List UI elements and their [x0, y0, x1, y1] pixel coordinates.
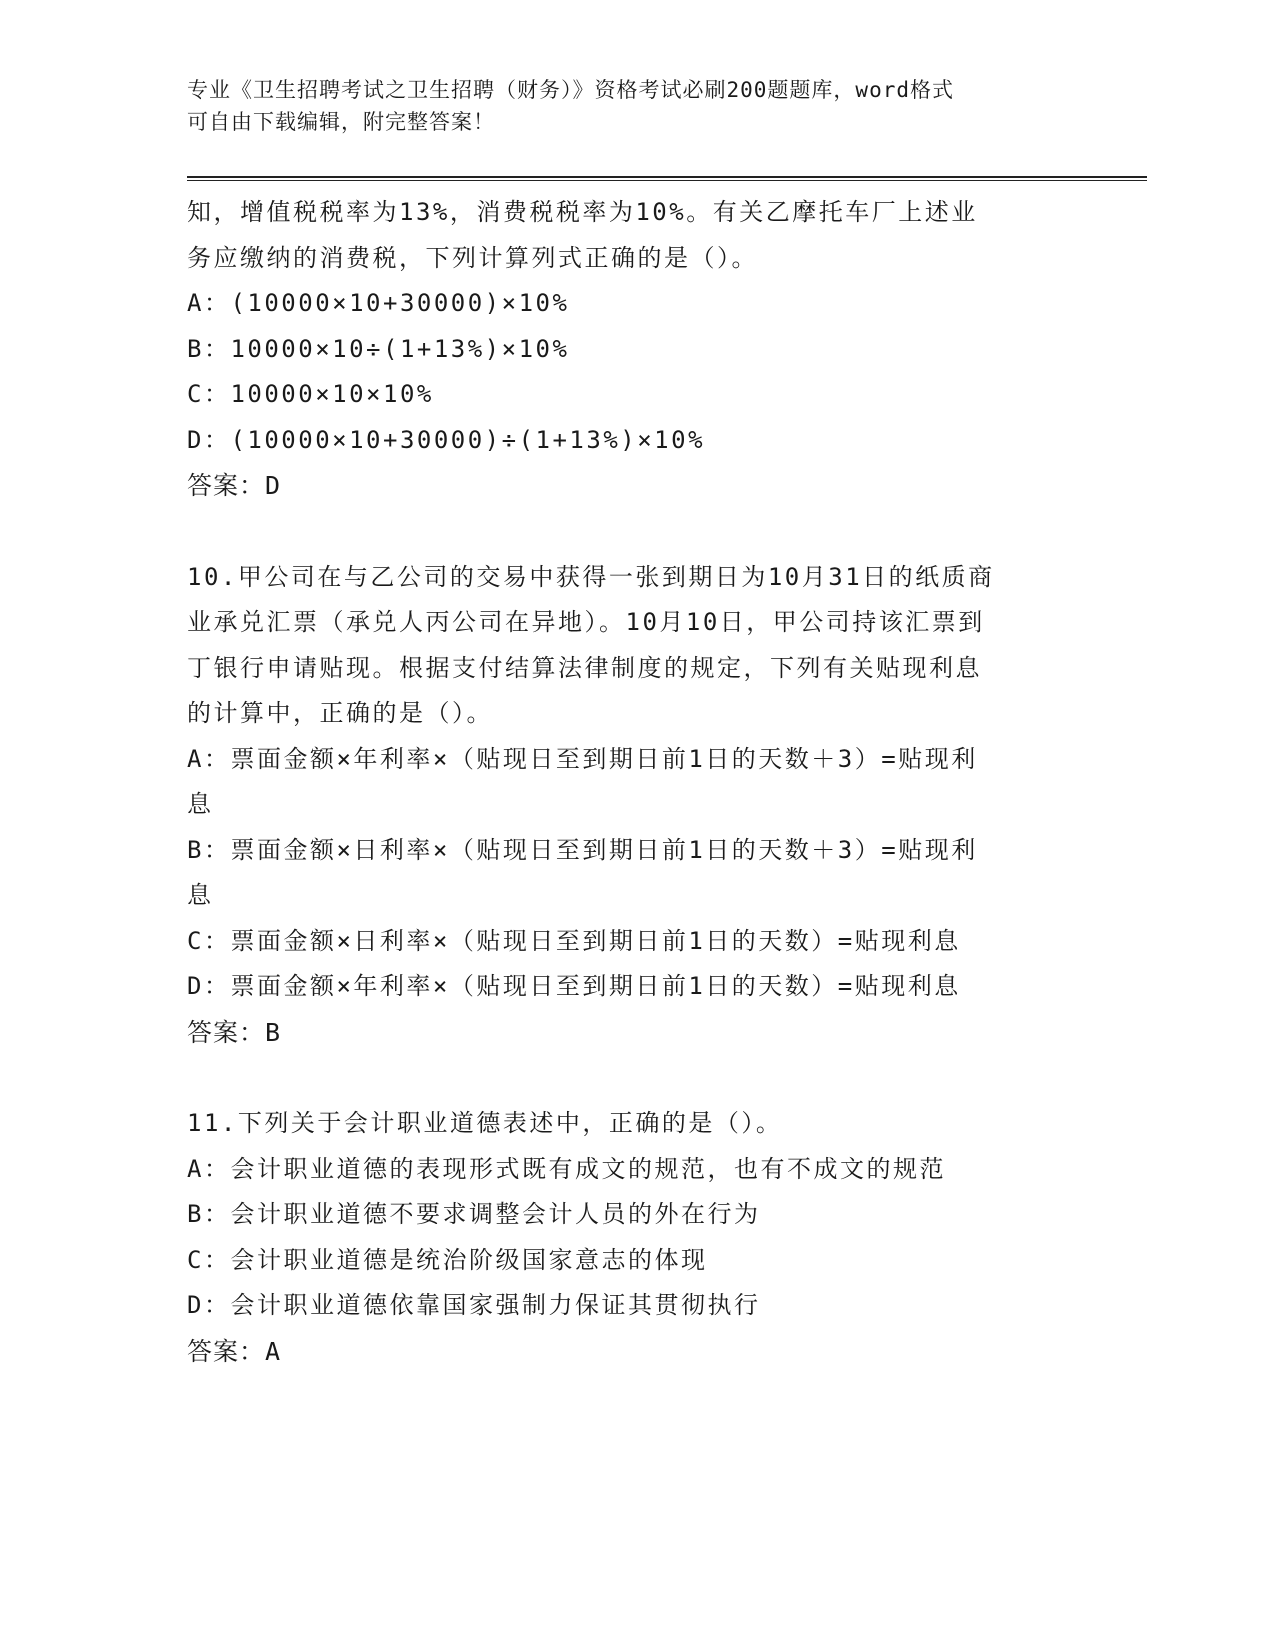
question-11-option-b: B：会计职业道德不要求调整会计人员的外在行为: [187, 1200, 761, 1228]
question-9-answer: 答案：D: [187, 471, 282, 500]
header-line-1: 专业《卫生招聘考试之卫生招聘（财务）》资格考试必刷200题题库，word格式: [187, 78, 954, 102]
question-9-option-c: C：10000×10×10%: [187, 380, 434, 408]
question-10-option-a: A：票面金额×年利率×（贴现日至到期日前1日的天数＋3）=贴现利: [187, 744, 978, 773]
question-11-option-d: D：会计职业道德依靠国家强制力保证其贯彻执行: [187, 1291, 761, 1319]
question-9-option-b: B：10000×10÷(1+13%)×10%: [187, 334, 570, 363]
question-11-stem-line-1: 11.下列关于会计职业道德表述中，正确的是（）。: [187, 1109, 783, 1137]
question-10-stem-line-3: 丁银行申请贴现。根据支付结算法律制度的规定，下列有关贴现利息: [187, 653, 982, 682]
question-10-option-a-cont: 息: [187, 790, 214, 818]
question-10: [187, 555, 1067, 1056]
question-9-stem-line-2: 务应缴纳的消费税，下列计算列式正确的是（）。: [187, 243, 758, 272]
question-gap: [187, 1055, 1067, 1101]
header-double-rule: [187, 176, 1147, 181]
question-11-option-a: A：会计职业道德的表现形式既有成文的规范，也有不成文的规范: [187, 1154, 946, 1183]
header-line-2: 可自由下载编辑，附完整答案！: [187, 110, 495, 134]
question-9-option-d: D：(10000×10+30000)÷(1+13%)×10%: [187, 425, 706, 454]
question-11-option-c: C：会计职业道德是统治阶级国家意志的体现: [187, 1245, 708, 1274]
question-10-stem-line-2: 业承兑汇票（承兑人丙公司在异地）。10月10日，甲公司持该汇票到: [187, 608, 985, 636]
question-9-option-a: A：(10000×10+30000)×10%: [187, 289, 570, 317]
document-body: [187, 190, 1067, 1374]
question-10-answer: 答案：B: [187, 1017, 282, 1047]
question-11-answer: 答案：A: [187, 1336, 282, 1366]
question-10-stem-line-1: 10.甲公司在与乙公司的交易中获得一张到期日为10月31日的纸质商: [187, 562, 995, 591]
question-10-option-d: D：票面金额×年利率×（贴现日至到期日前1日的天数）=贴现利息: [187, 972, 961, 1000]
question-10-option-b: B：票面金额×日利率×（贴现日至到期日前1日的天数＋3）=贴现利: [187, 835, 978, 864]
question-10-option-b-cont: 息: [187, 881, 214, 909]
question-10-option-c: C：票面金额×日利率×（贴现日至到期日前1日的天数）=贴现利息: [187, 926, 961, 955]
question-10-stem-line-4: 的计算中，正确的是（）。: [187, 699, 493, 727]
question-11: [187, 1101, 1067, 1374]
question-9-stem-line-1: 知，增值税税率为13%，消费税税率为10%。有关乙摩托车厂上述业: [187, 198, 978, 226]
question-gap: [187, 509, 1067, 555]
page-header: [187, 74, 1067, 138]
question-9: [187, 190, 1067, 509]
